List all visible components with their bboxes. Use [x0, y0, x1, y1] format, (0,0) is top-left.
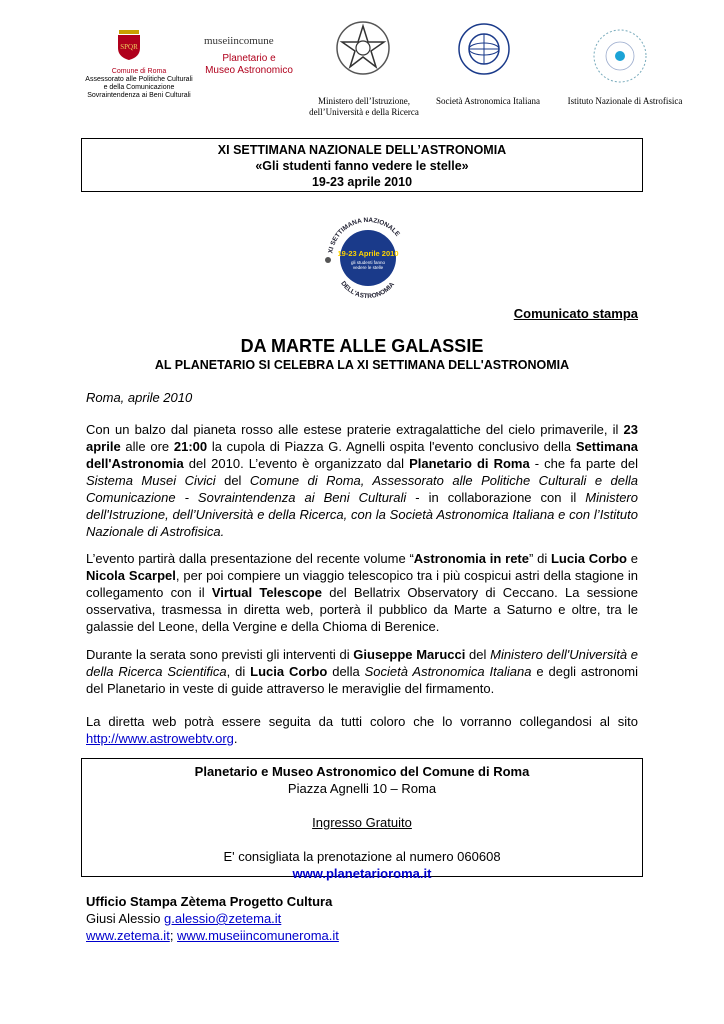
p3-text-g: della — [327, 664, 365, 679]
press-office — [86, 893, 339, 944]
p2-author-2: Nicola Scarpel — [86, 568, 176, 583]
event-logo — [322, 212, 414, 304]
p2-text-e: e — [626, 551, 638, 566]
astrowebtv-link[interactable]: http://www.astrowebtv.org — [86, 731, 234, 746]
comune-label: Comune di Roma — [111, 68, 167, 75]
subheadline: AL PLANETARIO SI CELEBRA LA XI SETTIMANA DELL'ASTRONOMIA — [154, 358, 570, 372]
p2-virtual-telescope: Virtual Telescope — [211, 585, 322, 600]
p3-speaker-1: Giuseppe Marucci — [353, 647, 466, 662]
p2-book-title: Astronomia in rete — [413, 551, 529, 566]
comune-sub-3: Sovraintendenza ai Beni Culturali — [87, 92, 191, 99]
event-title: XI SETTIMANA NAZIONALE DELL’ASTRONOMIA — [217, 143, 507, 157]
p1-time: 21:00 — [173, 439, 208, 454]
press-contact-name: Giusi Alessio — [86, 911, 165, 926]
p4-text-a: La diretta web potrà essere seguita da tutti coloro che lo vorranno collegandosi al sito — [86, 714, 638, 729]
p1-text-k: del — [215, 473, 250, 488]
zetema-link[interactable]: www.zetema.it — [86, 928, 170, 943]
p3-ministero: Ministero dell'Università e della Ricerca Scientifica — [86, 647, 638, 679]
paragraph-1 — [86, 421, 638, 540]
p4-text-b: . — [233, 731, 238, 746]
event-title-box — [81, 138, 643, 192]
comune-sub-2: e della Comunicazione — [103, 84, 175, 91]
p3-text-c: del — [465, 647, 491, 662]
inaf-caption: Istituto Nazionale di Astrofisica — [567, 96, 683, 106]
italian-republic-emblem-icon — [334, 18, 392, 78]
musei-in-comune-logo — [204, 35, 294, 77]
roma-shield-icon — [116, 30, 142, 60]
comune-sub-1: Assessorato alle Politiche Culturali — [85, 76, 193, 83]
inaf-logo-icon — [592, 28, 648, 84]
info-box — [81, 758, 643, 881]
planetario-website-link[interactable]: www.planetarioroma.it — [292, 866, 432, 881]
ministero-caption-line2: dell’Università e della Ricerca — [309, 107, 419, 117]
p1-text-c: alle ore — [120, 439, 174, 454]
planetario-label-1: Planetario e — [222, 53, 276, 64]
p1-partners: Ministero dell'Istruzione, dell’Università e della Ricerca, con la Società Astronomica Italiana e con l’Istituto Nazionale di Astrofisica. — [86, 490, 638, 539]
event-logo-slogan: gli studenti fanno vedere le stelle — [350, 260, 386, 270]
press-contact-email-link[interactable]: g.alessio@zetema.it — [164, 911, 282, 926]
p3-speaker-2: Lucia Corbo — [250, 664, 328, 679]
p3-sai: Società Astronomica Italiana — [364, 664, 532, 679]
event-logo-dates: 19-23 Aprile 2010 — [337, 249, 399, 258]
p1-comune: Comune di Roma, Assessorato alle Politiche Culturali e della Comunicazione - Sovraintendenza ai Beni Culturali — [86, 473, 638, 505]
p1-date: 23 aprile — [86, 422, 638, 454]
event-logo-dot-icon — [325, 257, 331, 263]
svg-text:SPQR: SPQR — [120, 43, 138, 51]
p1-text-m: - in collaborazione con il — [406, 490, 586, 505]
ministero-caption — [296, 96, 432, 118]
press-office-title: Ufficio Stampa Zètema Progetto Cultura — [86, 894, 333, 909]
p2-text-g: , per poi compiere un viaggio telescopico tra i più cospicui astri della stagione in collegamento con il — [86, 568, 638, 600]
sai-caption: Società Astronomica Italiana — [436, 96, 540, 106]
info-title: Planetario e Museo Astronomico del Comune di Roma — [194, 764, 530, 779]
event-dates: 19-23 aprile 2010 — [311, 175, 413, 189]
p1-sistema-musei: Sistema Musei Civici — [86, 473, 216, 488]
p1-text-i: - che fa parte del — [529, 456, 639, 471]
paragraph-3 — [86, 646, 638, 697]
ministero-caption-line1: Ministero dell’Istruzione, — [318, 96, 410, 106]
p1-text-e: la cupola di Piazza G. Agnelli ospita l'evento conclusivo della — [207, 439, 576, 454]
p2-text-i: del Bellatrix Observatory di Ceccano. La sessione osservativa, trasmessa in diretta web, porterà il pubblico da Marte a Saturno e oltre, tra le galassie del Leone, della Vergine e della Chioma di Berenice. — [86, 585, 638, 634]
comune-caption — [84, 68, 194, 100]
p1-text-g: del 2010. L’evento è organizzato dal — [183, 456, 410, 471]
p2-author-1: Lucia Corbo — [550, 551, 627, 566]
headline: DA MARTE ALLE GALASSIE — [240, 336, 484, 356]
p1-planetario: Planetario di Roma — [409, 456, 530, 471]
info-prenotazione: E' consigliata la prenotazione al numero 060608 — [223, 849, 501, 864]
info-ingresso: Ingresso Gratuito — [312, 815, 412, 830]
p3-text-i: e degli astronomi del Planetario in veste di guide attraverso le meraviglie del firmamento. — [86, 664, 638, 696]
info-address: Piazza Agnelli 10 – Roma — [287, 781, 437, 796]
museiincomune-link[interactable]: www.museiincomuneroma.it — [177, 928, 339, 943]
p2-text-a: L’evento partirà dalla presentazione del recente volume “ — [86, 551, 414, 566]
p1-text-a: Con un balzo dal pianeta rosso alle estese praterie extragalattiche del cielo primaverile, il — [86, 422, 624, 437]
paragraph-2 — [86, 550, 638, 635]
event-logo-arc-bottom: DELL'ASTRONOMIA — [339, 280, 397, 301]
comunicato-stampa-label: Comunicato stampa — [513, 306, 638, 321]
dateline: Roma, aprile 2010 — [86, 390, 193, 405]
event-logo-arc-top: XI SETTIMANA NAZIONALE — [327, 216, 401, 254]
p2-text-c: ” di — [528, 551, 551, 566]
event-slogan: «Gli studenti fanno vedere le stelle» — [255, 159, 469, 173]
p3-text-e: , di — [226, 664, 251, 679]
p1-settimana: Settimana dell'Astronomia — [86, 439, 638, 471]
musei-wordmark: museiincomune — [204, 35, 274, 47]
p3-text-a: Durante la serata sono previsti gli interventi di — [86, 647, 354, 662]
sites-separator: ; — [169, 928, 178, 943]
sai-logo-icon — [457, 22, 511, 76]
planetario-label-2: Museo Astronomico — [205, 65, 293, 76]
paragraph-4 — [86, 713, 638, 747]
